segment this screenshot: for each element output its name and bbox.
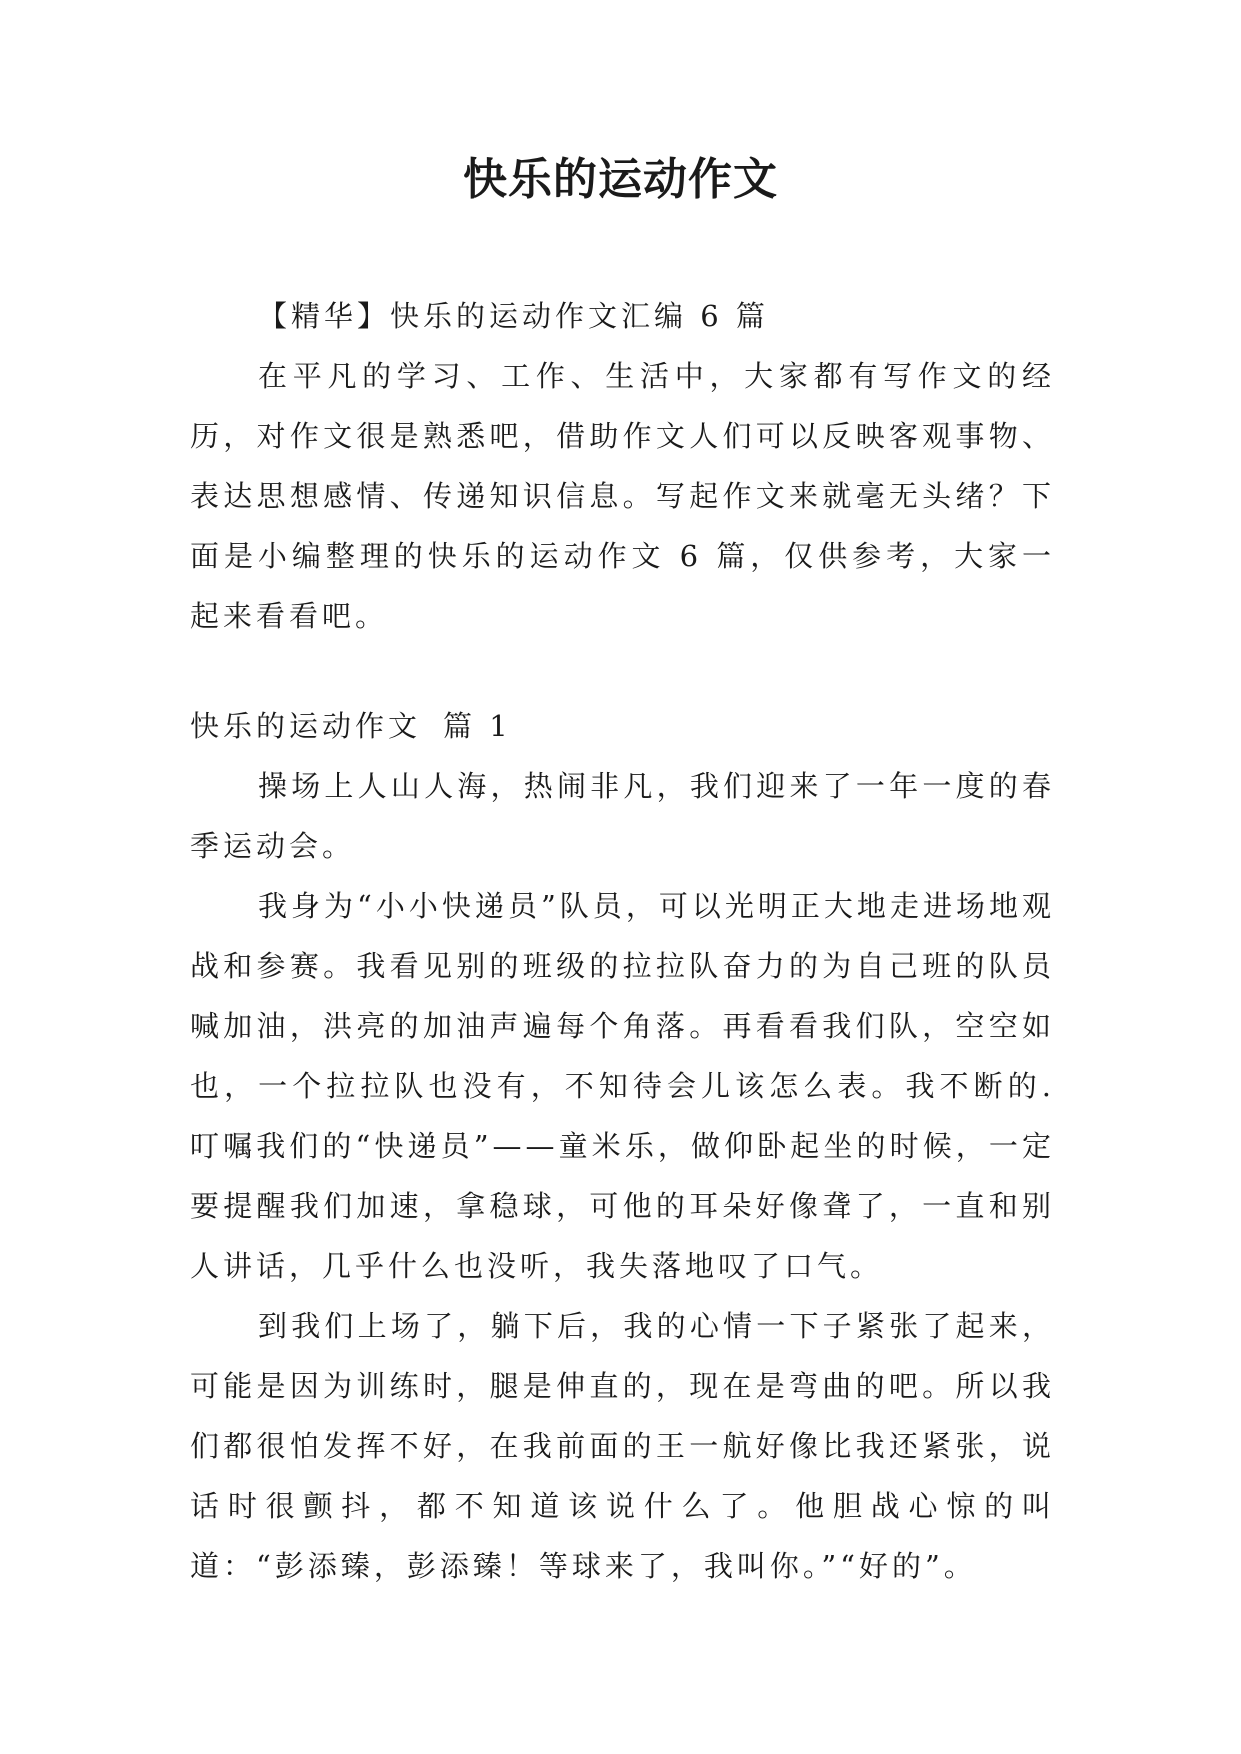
document-subtitle: 【精华】快乐的运动作文汇编 6 篇 [258,299,769,333]
body-paragraph: 到我们上场了，躺下后，我的心情一下子紧张了起来，可能是因为训练时，腿是伸直的，现在是弯曲的吧。所以我们都很怕发挥不好，在我前面的王一航好像比我还紧张，说话时很颤抖，都不知道该说什么了。他胆战心惊的叫道：“彭添臻，彭添臻！等球来了，我叫你。”“好的”。 [190,1309,1055,1583]
section-heading [190,696,1055,756]
document-body [190,286,1055,1596]
body-paragraph: 操场上人山人海，热闹非凡，我们迎来了一年一度的春季运动会。 [190,769,1055,863]
section-spacer [190,646,1055,696]
intro-paragraph: 在平凡的学习、工作、生活中，大家都有写作文的经历，对作文很是熟悉吧，借助作文人们可以反映客观事物、表达思想感情、传递知识信息。写起作文来就毫无头绪？下面是小编整理的快乐的运动作文 6 篇，仅供参考，大家一起来看看吧。 [190,359,1055,633]
section-heading-number: 篇 1 [443,709,512,743]
section-heading-title: 快乐的运动作文 [190,709,422,743]
body-paragraph: 我身为“小小快递员”队员，可以光明正大地走进场地观战和参赛。我看见别的班级的拉拉队奋力的为自己班的队员喊加油，洪亮的加油声遍每个角落。再看看我们队，空空如也，一个拉拉队也没有，不知待会儿该怎么表。我不断的.叮嘱我们的“快递员”——童米乐，做仰卧起坐的时候，一定要提醒我们加速，拿稳球，可他的耳朵好像聋了，一直和别人讲话，几乎什么也没听，我失落地叹了口气。 [190,889,1055,1283]
document-title: 快乐的运动作文 [463,154,778,205]
